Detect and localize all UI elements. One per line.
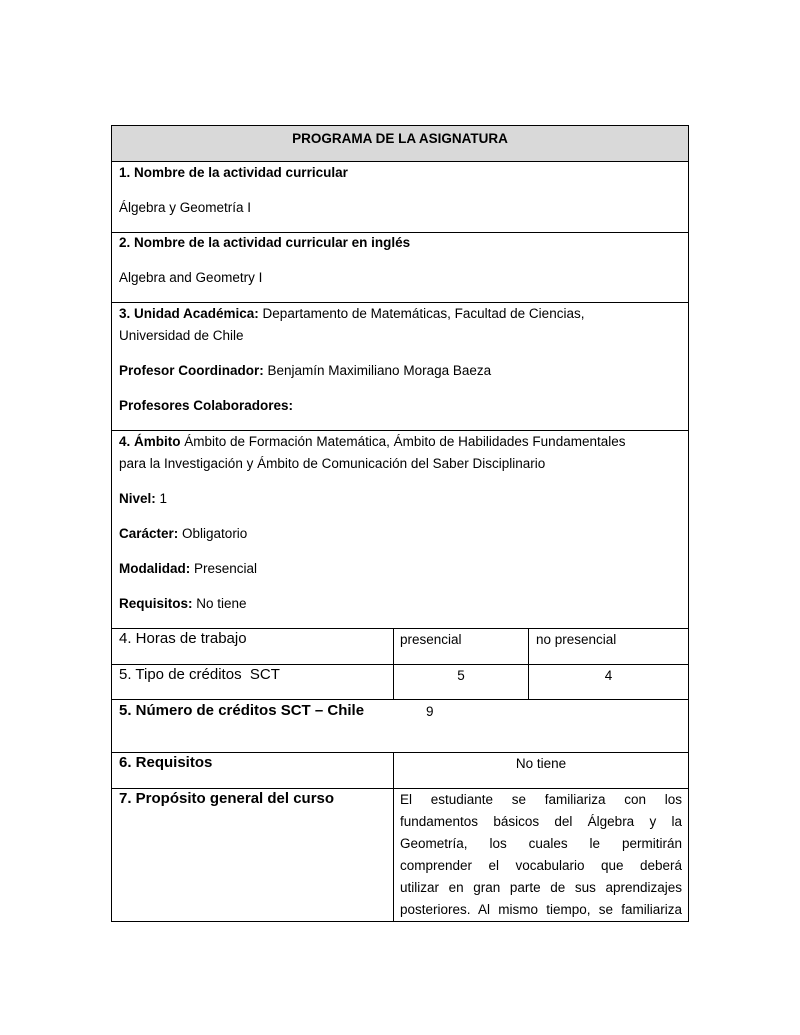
- tipo-col2: 4: [604, 668, 613, 683]
- modalidad-label: Modalidad:: [119, 561, 191, 576]
- proposito-line: posteriores. Al mismo tiempo, se familiariza: [400, 902, 682, 917]
- proposito-line: Geometría, los cuales le permitirán: [400, 836, 682, 851]
- tipo-col1: 5: [457, 668, 465, 683]
- caracter: [119, 523, 247, 544]
- proposito-line: fundamentos básicos del Álgebra y la: [400, 814, 682, 829]
- nivel-label: Nivel:: [119, 491, 156, 506]
- requisitos-label: Requisitos:: [119, 596, 193, 611]
- horas-label: 4. Horas de trabajo: [119, 630, 247, 647]
- requisitos: [119, 593, 247, 614]
- coordinador: [119, 360, 491, 381]
- s2-label: 2. Nombre de la actividad curricular en inglés: [119, 235, 411, 250]
- unidad-label: 3. Unidad Académica:: [119, 306, 259, 321]
- unidad-line1: [119, 303, 584, 324]
- unidad-value: Departamento de Matemáticas, Facultad de Ciencias,: [258, 306, 585, 321]
- modalidad: [119, 558, 257, 579]
- page-title: PROGRAMA DE LA ASIGNATURA: [292, 131, 508, 146]
- caracter-label: Carácter:: [119, 526, 179, 541]
- req-label: 6. Requisitos: [119, 754, 213, 771]
- proposito-label: 7. Propósito general del curso: [119, 790, 335, 807]
- colaboradores-label: Profesores Colaboradores:: [119, 398, 294, 413]
- s1-value: Álgebra y Geometría I: [119, 200, 252, 215]
- s2-value: Algebra and Geometry I: [119, 270, 263, 285]
- ambito-line1: [119, 431, 625, 452]
- nivel: [119, 488, 167, 509]
- ambito-value: Ámbito de Formación Matemática, Ámbito de Habilidades Fundamentales: [180, 434, 626, 449]
- horas-col1: presencial: [400, 632, 462, 647]
- tipo-label: 5. Tipo de créditos SCT: [119, 666, 280, 683]
- horas-col2: no presencial: [536, 632, 617, 647]
- coord-label: Profesor Coordinador:: [119, 363, 264, 378]
- requisitos-value: No tiene: [192, 596, 247, 611]
- req-value: No tiene: [515, 756, 567, 771]
- ambito-line2: para la Investigación y Ámbito de Comunicación del Saber Disciplinario: [119, 456, 546, 471]
- proposito-line: comprender el vocabulario que deberá: [400, 858, 682, 873]
- numero-value: 9: [426, 704, 434, 719]
- nivel-value: 1: [155, 491, 168, 506]
- s1-label: 1. Nombre de la actividad curricular: [119, 165, 348, 180]
- numero-label: 5. Número de créditos SCT – Chile: [119, 702, 365, 719]
- ambito-label: 4. Ámbito: [119, 434, 181, 449]
- proposito-line: utilizar en gran parte de sus aprendizajes: [400, 880, 682, 895]
- modalidad-value: Presencial: [190, 561, 258, 576]
- coord-value: Benjamín Maximiliano Moraga Baeza: [263, 363, 492, 378]
- proposito-line: El estudiante se familiariza con los: [400, 792, 682, 807]
- caracter-value: Obligatorio: [178, 526, 248, 541]
- unidad-line2: Universidad de Chile: [119, 328, 244, 343]
